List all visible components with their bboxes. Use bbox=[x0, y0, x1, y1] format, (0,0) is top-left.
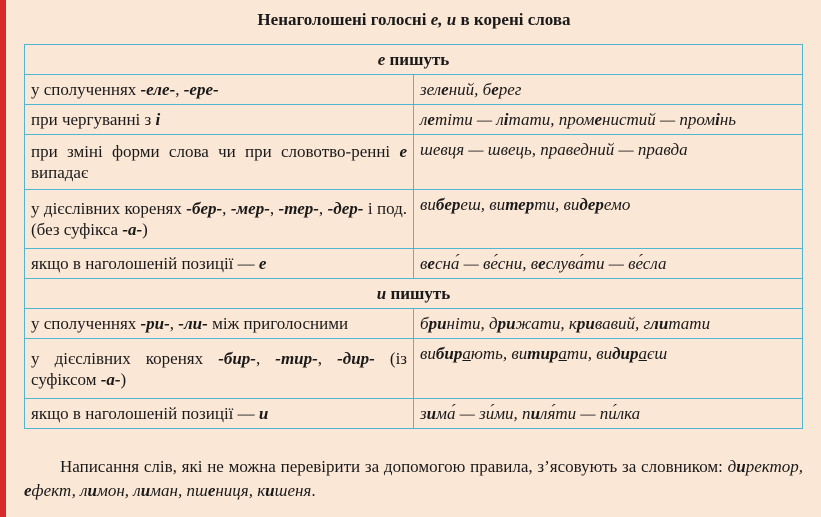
example-cell bbox=[414, 190, 803, 249]
text-segment: і bbox=[155, 110, 161, 129]
text-segment: мон, bbox=[96, 481, 134, 500]
text-segment: е bbox=[24, 481, 32, 500]
text-segment: -тир- bbox=[275, 348, 318, 368]
text-segment: ниця, bbox=[215, 481, 258, 500]
text-segment: -бир- bbox=[218, 348, 256, 368]
i-section-header bbox=[25, 279, 803, 309]
text-segment: ний, б bbox=[448, 80, 492, 99]
e-section-letter: е bbox=[377, 50, 386, 69]
text-segment: и bbox=[530, 404, 541, 423]
text-segment: ректор, bbox=[745, 457, 803, 476]
text-segment: сна́ — ве́сни, в bbox=[434, 254, 539, 273]
text-segment: між приголосними bbox=[207, 314, 349, 333]
example-cell bbox=[414, 75, 803, 105]
e-section-header bbox=[25, 45, 803, 75]
text-segment: пш bbox=[186, 481, 208, 500]
text-segment: е bbox=[258, 254, 267, 273]
table-title bbox=[24, 6, 804, 34]
text-segment: рег bbox=[498, 80, 522, 99]
text-segment: -ере- bbox=[183, 80, 219, 99]
text-segment: ти, ви bbox=[534, 195, 580, 214]
text-segment: ви bbox=[420, 195, 436, 214]
text-segment: -тер- bbox=[278, 199, 319, 218]
text-segment: шеня bbox=[274, 481, 312, 500]
text-segment: л bbox=[420, 110, 428, 129]
text-segment: єш bbox=[646, 344, 668, 363]
text-segment: нистий — пром bbox=[602, 110, 716, 129]
text-segment: ман, bbox=[150, 481, 187, 500]
text-segment: ) bbox=[142, 220, 148, 239]
text-segment: бер bbox=[435, 195, 461, 214]
text-segment: ють, ви bbox=[470, 344, 528, 363]
text-segment: ти, ви bbox=[566, 344, 613, 363]
text-segment: жати, к bbox=[515, 314, 577, 333]
text-segment: тер bbox=[505, 195, 535, 214]
text-segment: нь bbox=[719, 110, 737, 129]
text-segment: при чергуванні з bbox=[31, 110, 156, 129]
text-segment: -дер- bbox=[327, 199, 364, 218]
text-segment: , bbox=[318, 199, 328, 218]
text-segment: е bbox=[207, 481, 216, 500]
table-row bbox=[25, 309, 803, 339]
text-segment: -ри- bbox=[140, 314, 170, 333]
rule-cell bbox=[25, 75, 414, 105]
text-segment: ри bbox=[497, 314, 516, 333]
table-row bbox=[25, 190, 803, 249]
table-row bbox=[25, 249, 803, 279]
text-segment: , bbox=[269, 199, 279, 218]
title-vowels: е, и bbox=[430, 10, 457, 29]
example-cell bbox=[414, 135, 803, 190]
text-segment: слува́ти — ве́сла bbox=[545, 254, 667, 273]
example-cell bbox=[414, 399, 803, 429]
text-segment: и bbox=[258, 404, 269, 423]
text-segment: -еле- bbox=[140, 80, 176, 99]
text-segment: тир bbox=[527, 344, 559, 363]
text-segment: тіти — л bbox=[434, 110, 504, 129]
text-segment: и bbox=[140, 481, 151, 500]
text-segment: , bbox=[255, 348, 276, 368]
text-segment: . bbox=[311, 481, 316, 500]
example-cell bbox=[414, 249, 803, 279]
text-segment: ви bbox=[420, 344, 436, 363]
example-cell bbox=[414, 309, 803, 339]
i-section-label: пишуть bbox=[386, 284, 451, 303]
footnote-paragraph bbox=[24, 455, 803, 503]
text-segment: , bbox=[317, 348, 338, 368]
text-segment: дир bbox=[612, 344, 639, 363]
table-row bbox=[25, 399, 803, 429]
text-segment: і bbox=[503, 110, 509, 129]
table-row bbox=[25, 75, 803, 105]
left-accent-bar bbox=[0, 0, 6, 517]
title-before: Ненаголошені голосні bbox=[257, 10, 431, 29]
text-segment: , bbox=[169, 314, 179, 333]
text-segment: ма́ — зи́ми, п bbox=[436, 404, 531, 423]
text-segment: -бер- bbox=[186, 199, 223, 218]
text-segment: у сполученнях bbox=[31, 314, 141, 333]
text-segment: якщо в наголошеній позиції — bbox=[31, 254, 259, 273]
text-segment: при зміні форми слова чи при словотво-ренні bbox=[31, 142, 400, 161]
text-segment: фект, bbox=[31, 481, 81, 500]
text-segment: е bbox=[441, 80, 449, 99]
text-segment: и bbox=[265, 481, 275, 500]
rule-cell bbox=[25, 190, 414, 249]
text-segment: а bbox=[462, 344, 471, 363]
text-segment: ) bbox=[120, 369, 127, 389]
text-segment: зел bbox=[420, 80, 442, 99]
text-segment: и bbox=[736, 457, 746, 476]
text-segment: а bbox=[558, 344, 567, 363]
rule-cell bbox=[25, 135, 414, 190]
text-segment: -дир- bbox=[337, 348, 375, 368]
text-segment: -а- bbox=[100, 369, 121, 389]
text-segment: (із суфіксом bbox=[31, 348, 408, 389]
text-segment: е bbox=[538, 254, 546, 273]
example-cell bbox=[414, 339, 803, 399]
rule-cell bbox=[25, 339, 414, 399]
text-segment: д bbox=[727, 457, 737, 476]
rule-cell bbox=[25, 309, 414, 339]
rule-cell bbox=[25, 399, 414, 429]
text-segment: тати bbox=[668, 314, 711, 333]
text-segment: -мер- bbox=[230, 199, 270, 218]
text-segment: і под. (без суфікса bbox=[31, 199, 408, 239]
table-row bbox=[25, 105, 803, 135]
rules-table bbox=[24, 44, 803, 429]
table-row bbox=[25, 135, 803, 190]
text-segment: а bbox=[638, 344, 647, 363]
text-segment: л bbox=[80, 481, 88, 500]
text-segment: ля́ти — пи́лка bbox=[540, 404, 641, 423]
text-segment: ли bbox=[650, 314, 669, 333]
text-segment: л bbox=[133, 481, 141, 500]
text-segment: якщо в наголошеній позиції — bbox=[31, 404, 259, 423]
text-segment: и bbox=[426, 404, 437, 423]
e-section-label: пишуть bbox=[385, 50, 450, 69]
title-after: в корені слова bbox=[456, 10, 571, 29]
text-segment: е bbox=[427, 254, 435, 273]
text-segment: е bbox=[594, 110, 603, 129]
text-segment: ри bbox=[428, 314, 447, 333]
text-segment: бир bbox=[435, 344, 463, 363]
text-segment: з bbox=[420, 404, 427, 423]
text-segment: шевця — швець, праведний — правда bbox=[420, 140, 688, 159]
table-row bbox=[25, 339, 803, 399]
rule-cell bbox=[25, 249, 414, 279]
text-segment: б bbox=[420, 314, 429, 333]
text-segment: ніти, д bbox=[446, 314, 498, 333]
rule-cell bbox=[25, 105, 414, 135]
text-segment: -а- bbox=[122, 220, 143, 239]
text-segment: в bbox=[420, 254, 428, 273]
text-segment: у дієслівних коренях bbox=[31, 199, 187, 218]
text-segment: к bbox=[257, 481, 266, 500]
text-segment: дер bbox=[579, 195, 604, 214]
text-segment: -ли- bbox=[178, 314, 208, 333]
text-segment: , bbox=[175, 80, 184, 99]
text-segment: емо bbox=[603, 195, 631, 214]
example-cell bbox=[414, 105, 803, 135]
text-segment: еш, ви bbox=[460, 195, 506, 214]
text-segment: у сполученнях bbox=[31, 80, 141, 99]
text-segment: випадає bbox=[31, 163, 89, 182]
i-section-letter: и bbox=[376, 284, 387, 303]
text-segment: тати, пром bbox=[508, 110, 595, 129]
text-segment: вавий, г bbox=[594, 314, 651, 333]
text-segment: и bbox=[87, 481, 97, 500]
text-segment: , bbox=[222, 199, 231, 218]
text-segment: у дієслівних коренях bbox=[31, 348, 219, 368]
text-segment: е bbox=[427, 110, 435, 129]
text-segment: ри bbox=[576, 314, 595, 333]
text-segment: Написання слів, які не можна перевірити за допомогою правила, з’ясовують за словником: bbox=[60, 457, 728, 476]
text-segment: і bbox=[715, 110, 720, 129]
text-segment: е bbox=[491, 80, 499, 99]
text-segment: е bbox=[399, 142, 407, 161]
